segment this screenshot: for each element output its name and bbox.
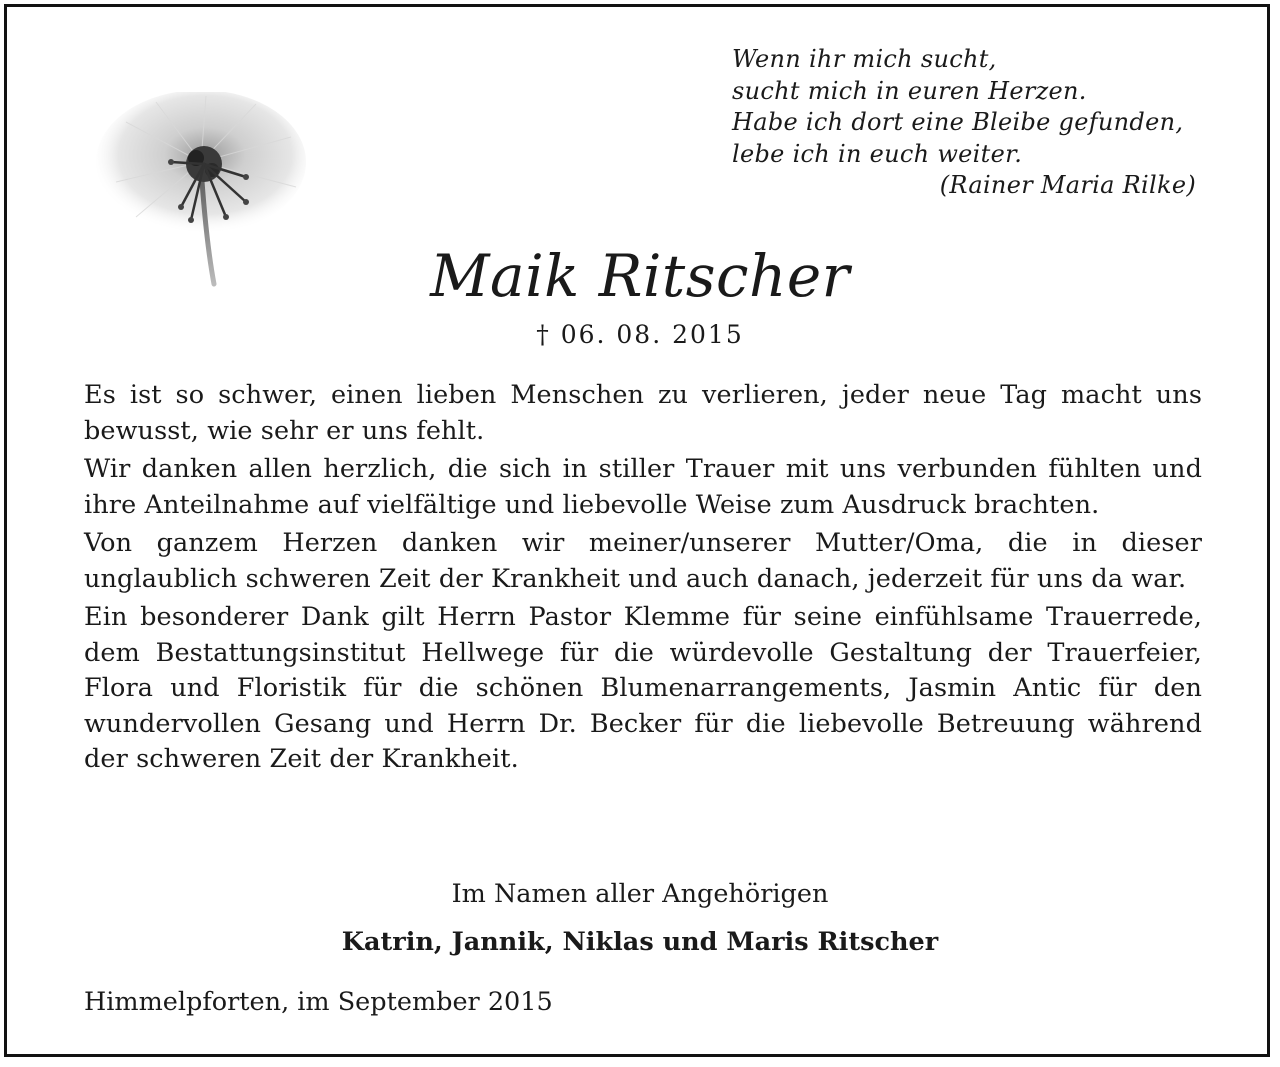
deceased-name: Maik Ritscher [430,242,850,310]
paragraph: Wir danken allen herzlich, die sich in stiller Trauer mit uns verbunden fühlten und ihre Anteilnahme auf vielfältige und liebevolle Weise zum Ausdruck brachten. [84,454,1202,520]
poem-line: Wenn ihr mich sucht, [732,45,997,73]
death-date: † 06. 08. 2015 [536,320,744,349]
signers: Katrin, Jannik, Niklas und Maris Ritscher [341,927,939,957]
poem-line: lebe ich in euch weiter. [732,139,1023,168]
paragraph: Es ist so schwer, einen lieben Menschen zu verlieren, jeder neue Tag macht uns bewusst, wie sehr er uns fehlt. [84,380,1202,446]
poem-line: sucht mich in euren Herzen. [732,76,1087,105]
poem-author: (Rainer Maria Rilke) [939,171,1196,199]
paragraph: Ein besonderer Dank gilt Herrn Pastor Klemme für seine einfühlsame Trauerrede, dem Bestattungsinstitut Hellwege für die würdevolle Gestaltung der Trauerfeier, Flora und Floristik für die schönen Blumenarrangements, Jasmin Antic für den wundervollen Gesang und Herrn Dr. Becker für die liebevolle Betreuung während der schweren Zeit der Krankheit. [84,602,1202,774]
poem-line: Habe ich dort eine Bleibe gefunden, [732,108,1184,136]
notice-body [84,378,1202,781]
poem-quote [732,44,1202,202]
closing-line: Im Namen aller Angehörigen [451,879,829,909]
place-date: Himmelpforten, im September 2015 [84,987,553,1017]
paragraph: Von ganzem Herzen danken wir meiner/unserer Mutter/Oma, die in dieser unglaublich schweren Zeit der Krankheit und auch danach, jederzeit für uns da war. [84,528,1202,594]
